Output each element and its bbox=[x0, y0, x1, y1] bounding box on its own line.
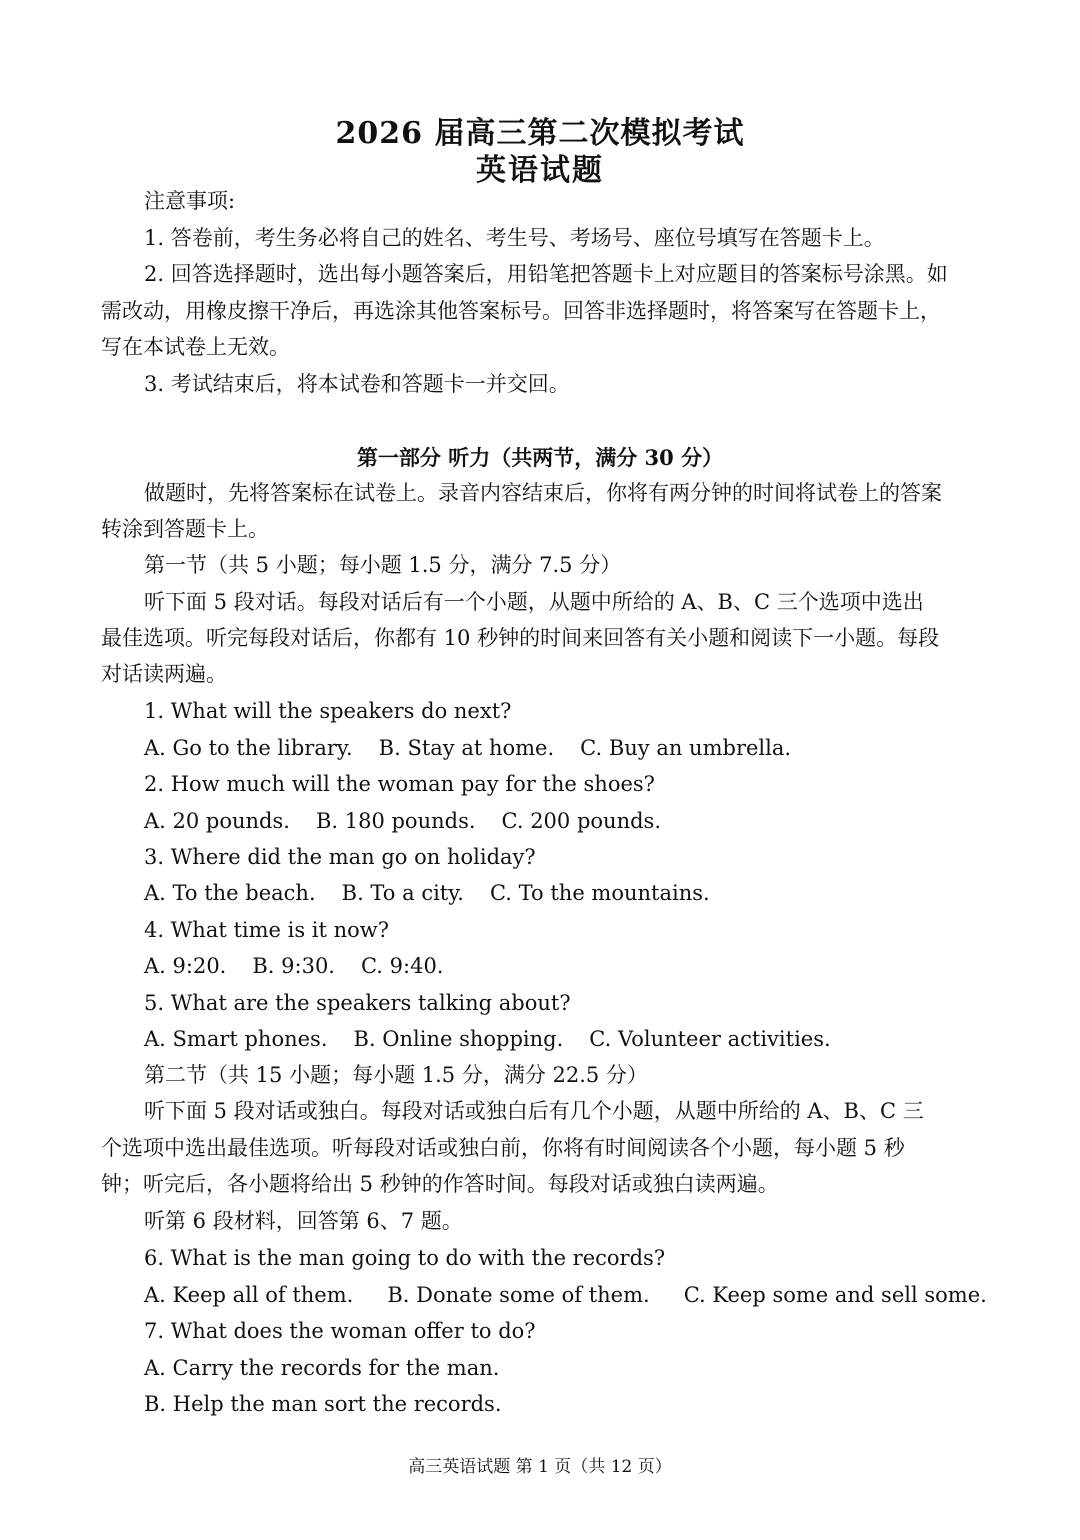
material-6-instruction: 听第 6 段材料，回答第 6、7 题。 bbox=[144, 1209, 463, 1233]
notice-item-2-line-3: 写在本试卷上无效。 bbox=[101, 335, 290, 359]
question-5-option-b: B. Online shopping. bbox=[353, 1027, 564, 1051]
section2-directions-line-3: 钟；听完后，各小题将给出 5 秒钟的作答时间。每段对话或独白读两遍。 bbox=[101, 1172, 779, 1196]
question-7-option-b: B. Help the man sort the records. bbox=[144, 1392, 502, 1416]
page-footer: 高三英语试题 第 1 页（共 12 页） bbox=[408, 1457, 672, 1477]
section2-directions-line-1: 听下面 5 段对话或独白。每段对话或独白后有几个小题，从题中所给的 A、B、C 三 bbox=[144, 1099, 924, 1123]
question-3-option-c: C. To the mountains. bbox=[489, 881, 710, 905]
section1-directions-line-3: 对话读两遍。 bbox=[101, 662, 227, 686]
question-6-option-b: B. Donate some of them. bbox=[387, 1283, 650, 1307]
question-5-option-c: C. Volunteer activities. bbox=[589, 1027, 831, 1051]
question-6-options bbox=[144, 1282, 987, 1308]
section1-heading: 第一节（共 5 小题；每小题 1.5 分，满分 7.5 分） bbox=[144, 553, 622, 577]
question-5-options bbox=[144, 1026, 831, 1052]
question-2-option-a: A. 20 pounds. bbox=[144, 809, 290, 833]
question-3-stem: 3. Where did the man go on holiday? bbox=[144, 845, 536, 869]
notice-item-1: 1. 答卷前，考生务必将自己的姓名、考生号、考场号、座位号填写在答题卡上。 bbox=[144, 226, 885, 250]
question-1-option-c: C. Buy an umbrella. bbox=[580, 736, 792, 760]
question-6-option-c: C. Keep some and sell some. bbox=[683, 1283, 987, 1307]
question-2-stem: 2. How much will the woman pay for the shoes? bbox=[144, 772, 655, 796]
question-3-options bbox=[144, 880, 710, 906]
question-1-options bbox=[144, 735, 791, 761]
section1-directions-line-2: 最佳选项。听完每段对话后，你都有 10 秒钟的时间来回答有关小题和阅读下一小题。每段 bbox=[101, 626, 940, 650]
question-5-option-a: A. Smart phones. bbox=[144, 1027, 328, 1051]
question-2-option-c: C. 200 pounds. bbox=[501, 809, 661, 833]
question-3-option-a: A. To the beach. bbox=[144, 881, 316, 905]
question-6-option-a: A. Keep all of them. bbox=[144, 1283, 354, 1307]
question-5-stem: 5. What are the speakers talking about? bbox=[144, 991, 571, 1015]
question-7-stem: 7. What does the woman offer to do? bbox=[144, 1319, 536, 1343]
part1-heading: 第一部分 听力（共两节，满分 30 分） bbox=[356, 445, 724, 470]
part1-intro-line-2: 转涂到答题卡上。 bbox=[101, 517, 269, 541]
question-1-stem: 1. What will the speakers do next? bbox=[144, 699, 512, 723]
notice-item-3: 3. 考试结束后，将本试卷和答题卡一并交回。 bbox=[144, 372, 570, 396]
question-4-option-b: B. 9:30. bbox=[252, 954, 335, 978]
question-4-option-c: C. 9:40. bbox=[360, 954, 444, 978]
section2-directions-line-2: 个选项中选出最佳选项。听每段对话或独白前，你将有时间阅读各个小题，每小题 5 秒 bbox=[101, 1136, 905, 1160]
notice-item-2-line-1: 2. 回答选择题时，选出每小题答案后，用铅笔把答题卡上对应题目的答案标号涂黑。如 bbox=[144, 262, 948, 286]
question-1-option-a: A. Go to the library. bbox=[144, 736, 353, 760]
question-4-option-a: A. 9:20. bbox=[144, 954, 227, 978]
part1-intro-line-1: 做题时，先将答案标在试卷上。录音内容结束后，你将有两分钟的时间将试卷上的答案 bbox=[144, 481, 942, 505]
notice-heading: 注意事项: bbox=[144, 189, 236, 213]
question-2-option-b: B. 180 pounds. bbox=[315, 809, 476, 833]
question-4-stem: 4. What time is it now? bbox=[144, 918, 390, 942]
section2-heading: 第二节（共 15 小题；每小题 1.5 分，满分 22.5 分） bbox=[144, 1063, 648, 1087]
section1-directions-line-1: 听下面 5 段对话。每段对话后有一个小题，从题中所给的 A、B、C 三个选项中选出 bbox=[144, 590, 924, 614]
exam-subtitle: 英语试题 bbox=[476, 153, 604, 188]
question-3-option-b: B. To a city. bbox=[341, 881, 464, 905]
question-6-stem: 6. What is the man going to do with the records? bbox=[144, 1246, 666, 1270]
question-1-option-b: B. Stay at home. bbox=[378, 736, 555, 760]
question-7-option-a: A. Carry the records for the man. bbox=[144, 1356, 500, 1380]
question-4-options bbox=[144, 953, 444, 979]
exam-title: 2026 届高三第二次模拟考试 bbox=[335, 116, 745, 151]
notice-item-2-line-2: 需改动，用橡皮擦干净后，再选涂其他答案标号。回答非选择题时，将答案写在答题卡上， bbox=[101, 299, 941, 323]
question-2-options bbox=[144, 808, 661, 834]
